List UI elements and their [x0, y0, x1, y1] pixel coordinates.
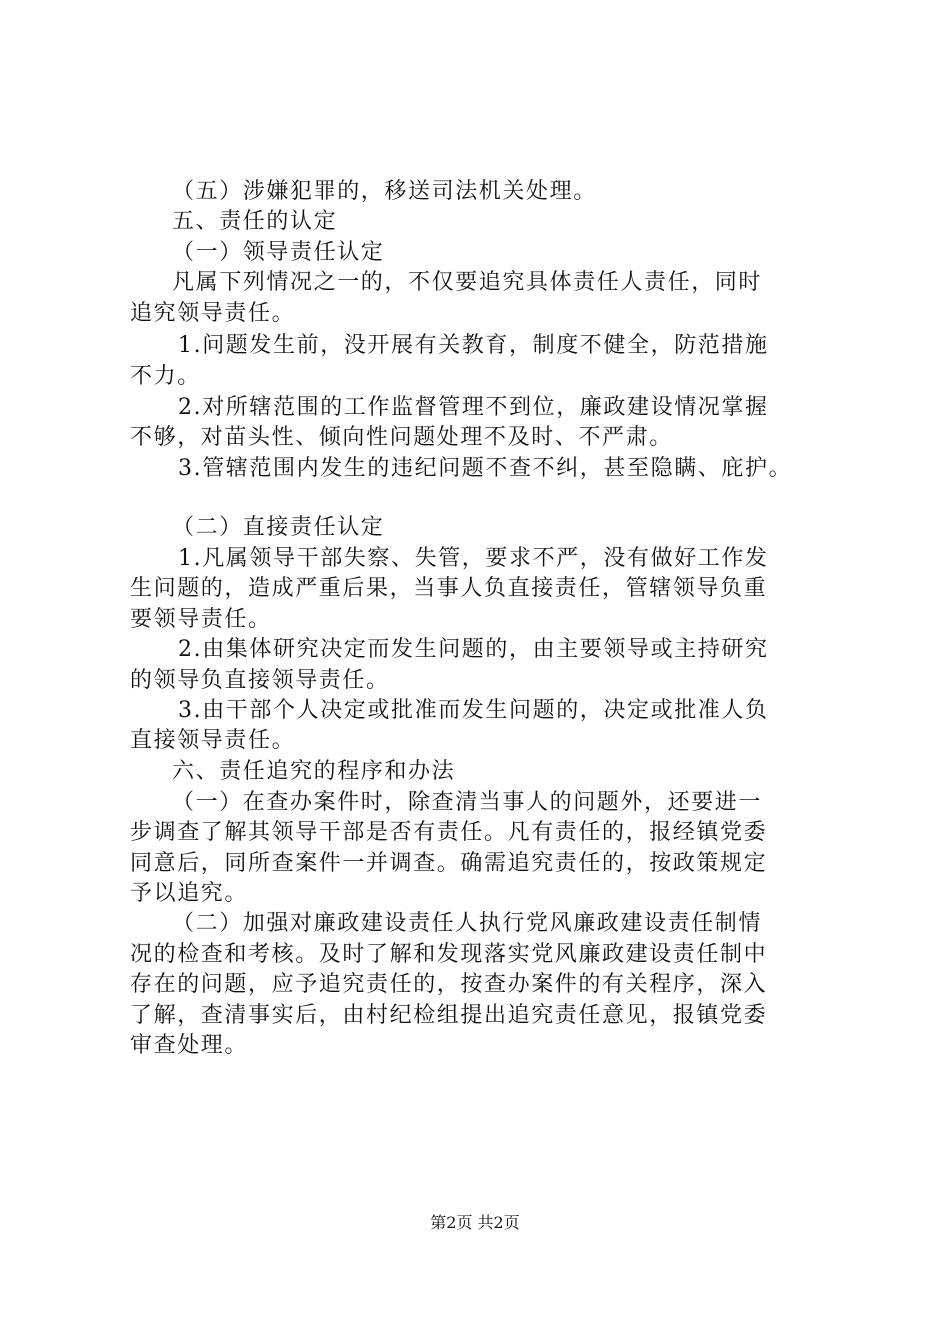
- text-line: （二）加强对廉政建设责任人执行党风廉政建设责任制情: [172, 911, 763, 936]
- text-line: 2.对所辖范围的工作监督管理不到位，廉政建设情况掌握: [178, 395, 769, 420]
- text-line: （五）涉嫌犯罪的，移送司法机关处理。: [172, 179, 597, 204]
- text-line: 追究领导责任。: [130, 301, 296, 326]
- text-line: 3.由干部个人决定或批准而发生问题的，决定或批准人负: [178, 698, 769, 723]
- subsection-heading: （二）直接责任认定: [172, 515, 385, 540]
- text-line: 1.凡属领导干部失察、失管，要求不严，没有做好工作发: [178, 546, 769, 571]
- text-line: 予以追究。: [130, 881, 249, 906]
- section-heading: 五、责任的认定: [172, 209, 338, 234]
- text-line: 不够，对苗头性、倾向性问题处理不及时、不严肃。: [130, 425, 673, 450]
- section-heading: 六、责任追究的程序和办法: [172, 759, 456, 784]
- text-line: 不力。: [130, 364, 201, 389]
- text-line: 的领导负直接领导责任。: [130, 668, 390, 693]
- text-line: 1.问题发生前，没开展有关教育，制度不健全，防范措施: [178, 333, 769, 358]
- page-number-footer: 第2页 共2页: [430, 1213, 520, 1232]
- text-line: 审查处理。: [130, 1033, 249, 1058]
- text-line: 2.由集体研究决定而发生问题的，由主要领导或主持研究: [178, 637, 769, 662]
- text-line: 要领导责任。: [130, 607, 272, 632]
- text-line: 生问题的，造成严重后果，当事人负直接责任，管辖领导负重: [130, 576, 768, 601]
- text-line: 直接领导责任。: [130, 728, 296, 753]
- text-line: 存在的问题，应予追究责任的，按查办案件的有关程序，深入: [130, 972, 768, 997]
- text-line: 步调查了解其领导干部是否有责任。凡有责任的，报经镇党委: [130, 820, 768, 845]
- text-line: 同意后，同所查案件一并调查。确需追究责任的，按政策规定: [130, 851, 768, 876]
- subsection-heading: （一）领导责任认定: [172, 240, 385, 265]
- text-line: 3.管辖范围内发生的违纪问题不查不纠，甚至隐瞒、庇护。: [178, 456, 793, 481]
- text-line: 了解，查清事实后，由村纪检组提出追究责任意见，报镇党委: [130, 1003, 768, 1028]
- text-line: 况的检查和考核。及时了解和发现落实党风廉政建设责任制中: [130, 942, 768, 967]
- text-line: （一）在查办案件时，除查清当事人的问题外，还要进一: [172, 790, 763, 815]
- text-line: 凡属下列情况之一的，不仅要追究具体责任人责任，同时: [172, 270, 763, 295]
